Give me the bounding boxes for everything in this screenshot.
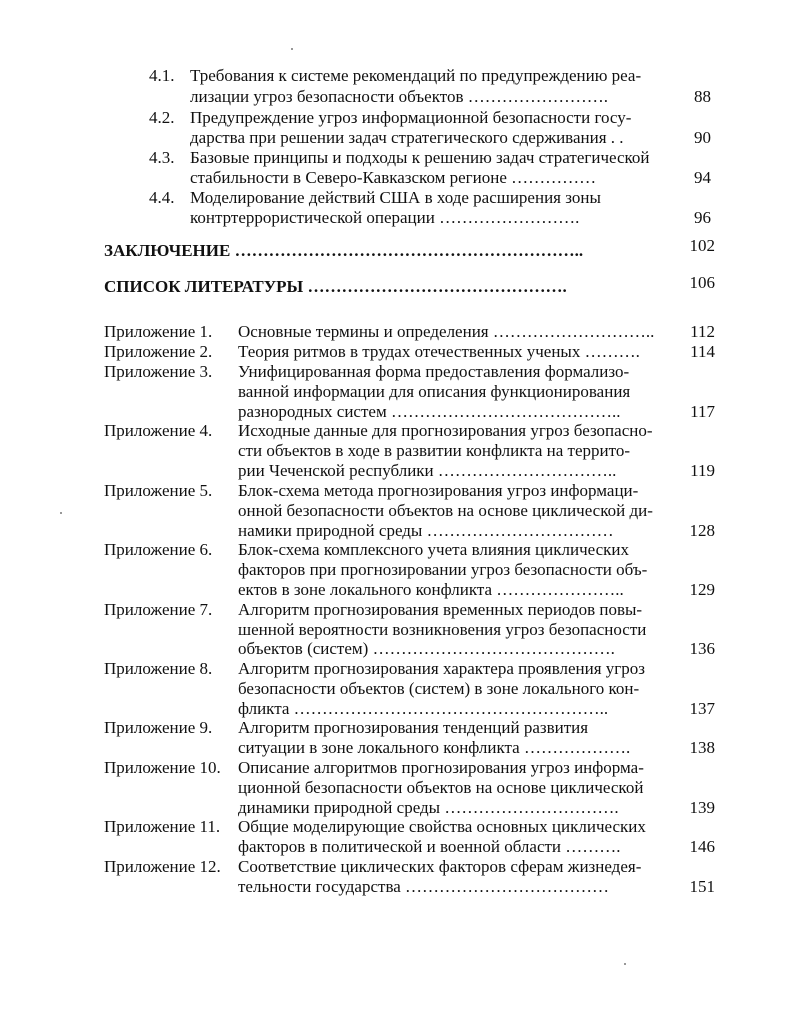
appendix-title-line: ционной безопасности объектов на основе циклической (238, 778, 644, 797)
page-number: 102 (689, 236, 715, 255)
chapter-title: СПИСОК ЛИТЕРАТУРЫ ………………………………………. (104, 277, 567, 296)
appendix-title-line: Унифицированная форма предоставления формализо- (238, 362, 630, 381)
page-number: 90 (694, 128, 711, 147)
appendix-title-line: Теория ритмов в трудах отечественных ученых ………. (238, 342, 640, 361)
page-number: 128 (689, 521, 715, 540)
page-number: 139 (689, 798, 715, 817)
section-number: 4.3. (149, 148, 175, 167)
appendix-label: Приложение 5. (104, 481, 213, 500)
page-number: 117 (690, 402, 715, 421)
page-number: 119 (690, 461, 715, 480)
appendix-title-line: ектов в зоне локального конфликта ………………….. (238, 580, 624, 599)
appendix-title-line: тельности государства ……………………………… (238, 877, 610, 896)
appendix-title-line: динамики природной среды …………………………. (238, 798, 619, 817)
appendix-title-line: Алгоритм прогнозирования характера проявления угроз (238, 659, 645, 678)
page-number: 138 (689, 738, 715, 757)
appendix-title-line: Блок-схема метода прогнозирования угроз информаци- (238, 481, 639, 500)
appendix-title-line: факторов при прогнозировании угроз безопасности объ- (238, 560, 648, 579)
appendix-title-line: Алгоритм прогнозирования временных периодов повы- (238, 600, 643, 619)
page-number: 137 (689, 699, 715, 718)
page-number: 136 (689, 639, 715, 658)
page-number: 146 (689, 837, 715, 856)
section-number: 4.4. (149, 188, 175, 207)
page-number: 129 (689, 580, 715, 599)
chapter-title: ЗАКЛЮЧЕНИЕ …………………………………………………….. (104, 241, 584, 260)
appendix-title-line: Описание алгоритмов прогнозирования угроз информа- (238, 758, 644, 777)
appendix-title-line: ванной информации для описания функционирования (238, 382, 631, 401)
appendix-title-line: фликта ……………………………………………….. (238, 699, 609, 718)
appendix-title-line: ситуации в зоне локального конфликта ………………. (238, 738, 631, 757)
appendix-label: Приложение 7. (104, 600, 213, 619)
appendix-label: Приложение 1. (104, 322, 213, 341)
scan-speck (60, 512, 62, 514)
appendix-title-line: Основные термины и определения ……………………….. (238, 322, 655, 341)
appendix-label: Приложение 8. (104, 659, 213, 678)
page-number: 151 (689, 877, 715, 896)
page-number: 114 (690, 342, 715, 361)
appendix-label: Приложение 3. (104, 362, 213, 381)
page-number: 106 (689, 273, 715, 292)
page-number: 94 (694, 168, 711, 187)
appendix-title-line: безопасности объектов (систем) в зоне локального кон- (238, 679, 640, 698)
appendix-title-line: Алгоритм прогнозирования тенденций развития (238, 718, 589, 737)
appendix-label: Приложение 10. (104, 758, 221, 777)
appendix-title-line: Общие моделирующие свойства основных циклических (238, 817, 646, 836)
appendix-label: Приложение 2. (104, 342, 213, 361)
appendix-title-line: шенной вероятности возникновения угроз безопасности (238, 620, 647, 639)
section-title-line: стабильности в Северо-Кавказском регионе …………… (190, 168, 597, 187)
section-title-line: Моделирование действий США в ходе расширения зоны (190, 188, 601, 207)
appendix-label: Приложение 12. (104, 857, 221, 876)
appendix-title-line: факторов в политической и военной области ………. (238, 837, 621, 856)
appendix-title-line: онной безопасности объектов на основе циклической ди- (238, 501, 653, 520)
appendix-title-line: разнородных систем ………………………………….. (238, 402, 621, 421)
appendix-label: Приложение 4. (104, 421, 213, 440)
section-title-line: Базовые принципы и подходы к решению задач стратегической (190, 148, 650, 167)
appendix-title-line: рии Чеченской республики ………………………….. (238, 461, 617, 480)
appendix-title-line: намики природной среды …………………………… (238, 521, 614, 540)
appendix-title-line: Исходные данные для прогнозирования угроз безопасно- (238, 421, 653, 440)
appendix-title-line: объектов (систем) ……………………………………. (238, 639, 615, 658)
appendix-label: Приложение 11. (104, 817, 221, 836)
page-number: 96 (694, 208, 711, 227)
section-title-line: дарства при решении задач стратегического сдерживания . . (190, 128, 624, 147)
page-number: 88 (694, 87, 711, 106)
appendix-title-line: сти объектов в ходе в развитии конфликта на террито- (238, 441, 630, 460)
scan-speck (291, 48, 293, 50)
section-title-line: лизации угроз безопасности объектов ……………………. (190, 87, 608, 106)
appendix-title-line: Блок-схема комплексного учета влияния циклических (238, 540, 630, 559)
section-number: 4.2. (149, 108, 175, 127)
appendix-label: Приложение 9. (104, 718, 213, 737)
section-title-line: контртеррористической операции ……………………. (190, 208, 580, 227)
appendix-title-line: Соответствие циклических факторов сферам жизнедея- (238, 857, 642, 876)
appendix-label: Приложение 6. (104, 540, 213, 559)
section-title-line: Предупреждение угроз информационной безопасности госу- (190, 108, 632, 127)
section-title-line: Требования к системе рекомендаций по предупреждению реа- (190, 66, 642, 85)
scan-speck (624, 963, 626, 965)
page-number: 112 (690, 322, 715, 341)
section-number: 4.1. (149, 66, 175, 85)
